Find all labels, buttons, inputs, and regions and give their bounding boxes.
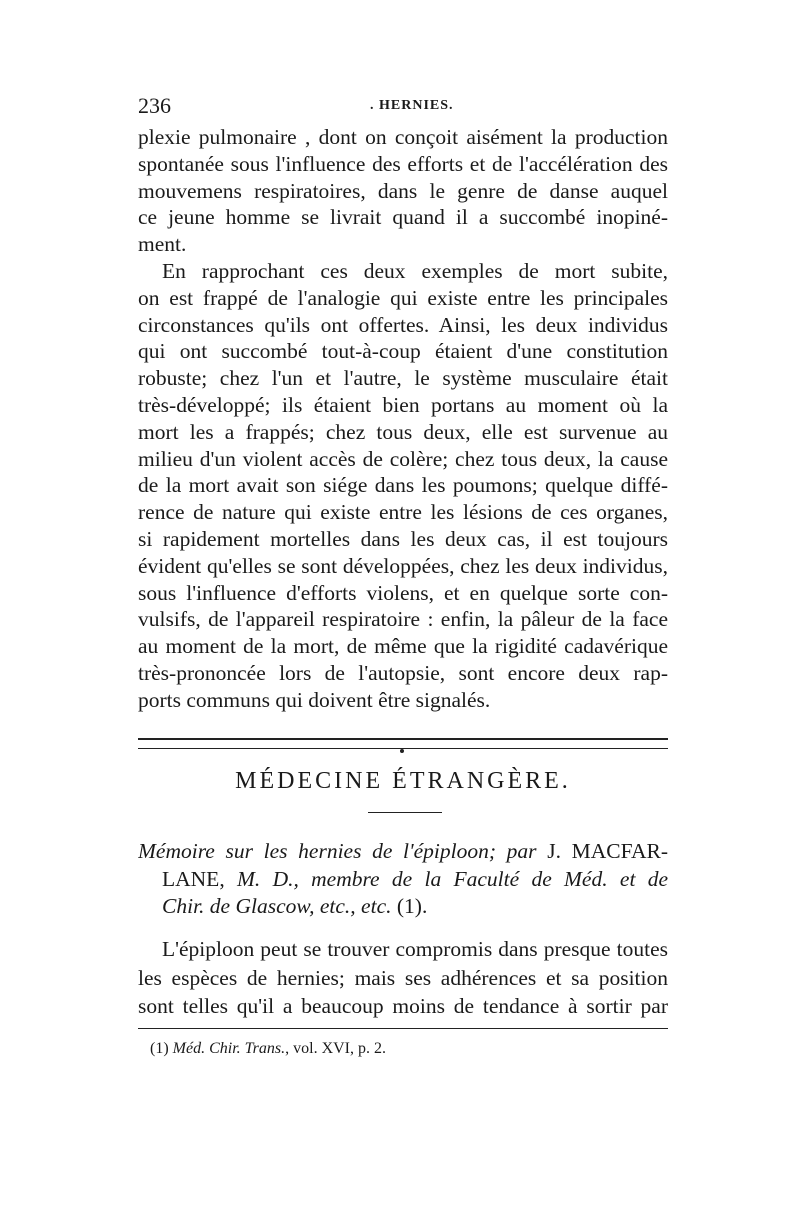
title-underline [368,812,442,813]
footnote [150,1040,386,1058]
running-head: . HERNIES. [370,98,454,113]
text-line: plexie pulmonaire , dont on conçoit aisément la production [138,125,668,149]
footnote-ref: (1). [396,894,428,918]
footnote-rule [138,1028,668,1029]
text-line: évident qu'elles se sont développées, chez les deux individus, [138,553,668,578]
text-line: mort les a frappés; chez tous deux, elle est survenue au [138,419,668,444]
page-header [138,93,668,119]
author-name: J. MACFAR- [547,839,668,863]
text-line: vulsifs, de l'appareil respiratoire : enfin, la pâleur de la face [138,607,668,632]
text-line: milieu d'un violent accès de colère; chez tous deux, la cause [138,446,668,471]
text-line: ce jeune homme se livrait quand il a succombé inopiné- [138,205,668,230]
text-line: ment. [138,232,187,257]
text-line: très-développé; ils étaient bien portans au moment où la [138,392,668,417]
author-credentials: M. D., membre de la Faculté de Méd. et de [237,866,668,891]
footnote-source: Méd. Chir. Trans. [172,1040,286,1057]
article-body [138,935,668,1021]
text-line: robuste; chez l'un et l'autre, le système musculaire était [138,366,668,391]
page-number: 236 [138,93,171,118]
text-line: spontanée sous l'influence des efforts et de l'accélération des [138,151,668,176]
text-line: En rapprochant ces deux exemples de mort subite, [162,258,668,283]
author-name-cont: LANE, [162,866,225,891]
text-line: les espèces de hernies; mais ses adhérences et sa position [138,965,668,990]
text-line: rence de nature qui existe entre les lésions de ces organes, [138,500,668,525]
text-line: ports communs qui doivent être signalés. [138,687,491,712]
author-credentials-cont: Chir. de Glascow, etc., etc. [162,894,392,918]
article-title: Mémoire sur les hernies de l'épiploon; par [138,839,537,863]
article-heading [138,838,668,921]
body-text [138,124,668,714]
text-line: sont telles qu'il a beaucoup moins de tendance à sortir par [138,994,668,1018]
text-line: si rapidement mortelles dans les deux cas, il est toujours [138,526,668,551]
footnote-marker: (1) [150,1040,169,1057]
footnote-details: , vol. XVI, p. 2. [285,1040,387,1057]
section-divider [138,738,668,749]
section-title: MÉDECINE ÉTRANGÈRE. [235,768,571,794]
text-line: sous l'influence d'efforts violens, et en quelque sorte con- [138,580,668,605]
text-line: on est frappé de l'analogie qui existe entre les principales [138,285,668,310]
text-line: circonstances qu'ils ont offertes. Ainsi, les deux individus [138,312,668,337]
text-line: au moment de la mort, de même que la rigidité cadavérique [138,634,668,659]
text-line: mouvemens respiratoires, dans le genre de danse auquel [138,178,668,203]
text-line: très-prononcée lors de l'autopsie, sont encore deux rap- [138,660,668,685]
text-line: qui ont succombé tout-à-coup étaient d'une constitution [138,339,668,364]
text-line: de la mort avait son siége dans les poumons; quelque diffé- [138,473,668,498]
text-line: L'épiploon peut se trouver compromis dans presque toutes [162,937,668,961]
divider-ornament [400,749,404,753]
